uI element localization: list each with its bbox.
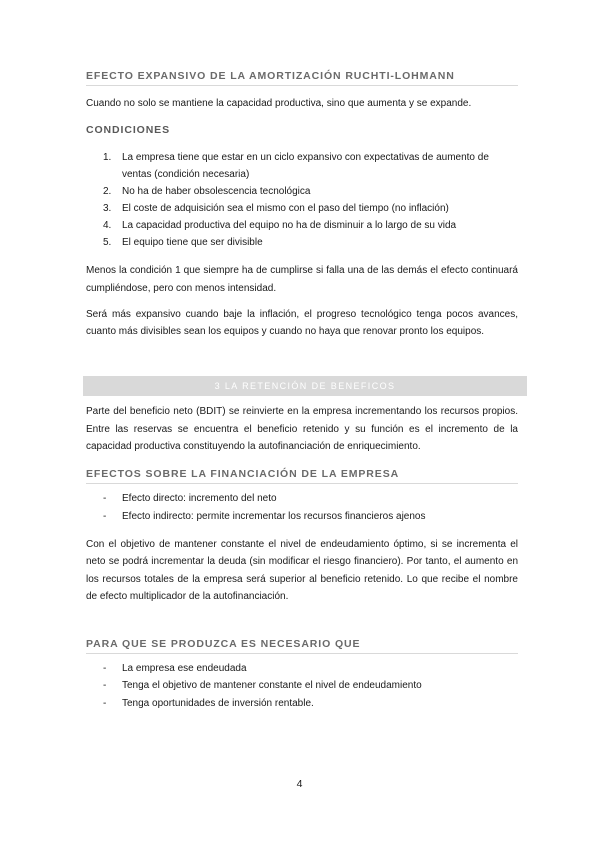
list-item: 4. La capacidad productiva del equipo no ha de disminuir a lo largo de su vida <box>103 220 457 232</box>
section-heading-efecto-expansivo: EFECTO EXPANSIVO DE LA AMORTIZACIÓN RUCHTI-LOHMANN <box>86 70 518 86</box>
list-item: 3. El coste de adquisición sea el mismo con el paso del tiempo (no inflación) <box>103 203 449 215</box>
conditions-list <box>86 149 518 251</box>
list-item: - Tenga oportunidades de inversión rentable. <box>103 697 314 709</box>
list-item: - Efecto indirecto: permite incrementar los recursos financieros ajenos <box>103 510 426 522</box>
list-item: 2. No ha de haber obsolescencia tecnológica <box>103 186 311 198</box>
paragraph-expansion-factors: Será más expansivo cuando baje la inflación, el progreso tecnológico tenga pocos avances, cuanto más divisibles sean los equipos y cuando no haya que renovar pronto los equipos. <box>86 308 518 338</box>
list-item: 1. La empresa tiene que estar en un ciclo expansivo con expectativas de aumento de ventas (condición necesaria) <box>103 152 489 181</box>
effects-list <box>86 490 518 525</box>
page-content <box>86 70 518 712</box>
list-item: - Efecto directo: incremento del neto <box>103 493 277 505</box>
requirements-list <box>86 660 518 712</box>
list-item: 5. El equipo tiene que ser divisible <box>103 237 263 249</box>
subheading-requisitos: PARA QUE SE PRODUZCA ES NECESARIO QUE <box>86 638 518 654</box>
page-number: 4 <box>296 778 303 790</box>
list-item: - Tenga el objetivo de mantener constante el nivel de endeudamiento <box>103 680 422 692</box>
paragraph-efecto-intro: Cuando no solo se mantiene la capacidad productiva, sino que aumenta y se expande. <box>86 98 472 109</box>
subheading-condiciones: CONDICIONES <box>86 124 170 137</box>
paragraph-retencion-intro: Parte del beneficio neto (BDIT) se reinvierte en la empresa incrementando los recursos propios. Entre las reservas se encuentra el beneficio retenido y su función es el incremento de la capacidad productiva constituyendo la autofinanciación de enriquecimiento. <box>86 406 518 453</box>
subheading-efectos-financiacion: EFECTOS SOBRE LA FINANCIACIÓN DE LA EMPRESA <box>86 468 518 484</box>
paragraph-efecto-multiplicador: Con el objetivo de mantener constante el nivel de endeudamiento óptimo, si se incrementa el neto se podrá incrementar la deuda (sin modificar el riesgo financiero). Por tanto, el aumento en los recursos totales de la empresa será superior al beneficio retenido. Lo que recibe el nombre de efecto multiplicador de la autofinanciación. <box>86 538 518 602</box>
section-band-retencion-beneficios: 3 LA RETENCIÓN DE BENEFICOS <box>83 376 527 396</box>
paragraph-condition-note: Menos la condición 1 que siempre ha de cumplirse si falla una de las demás el efecto continuará cumpliéndose, pero con menos intensidad. <box>86 265 518 294</box>
list-item: - La empresa ese endeudada <box>103 663 247 675</box>
